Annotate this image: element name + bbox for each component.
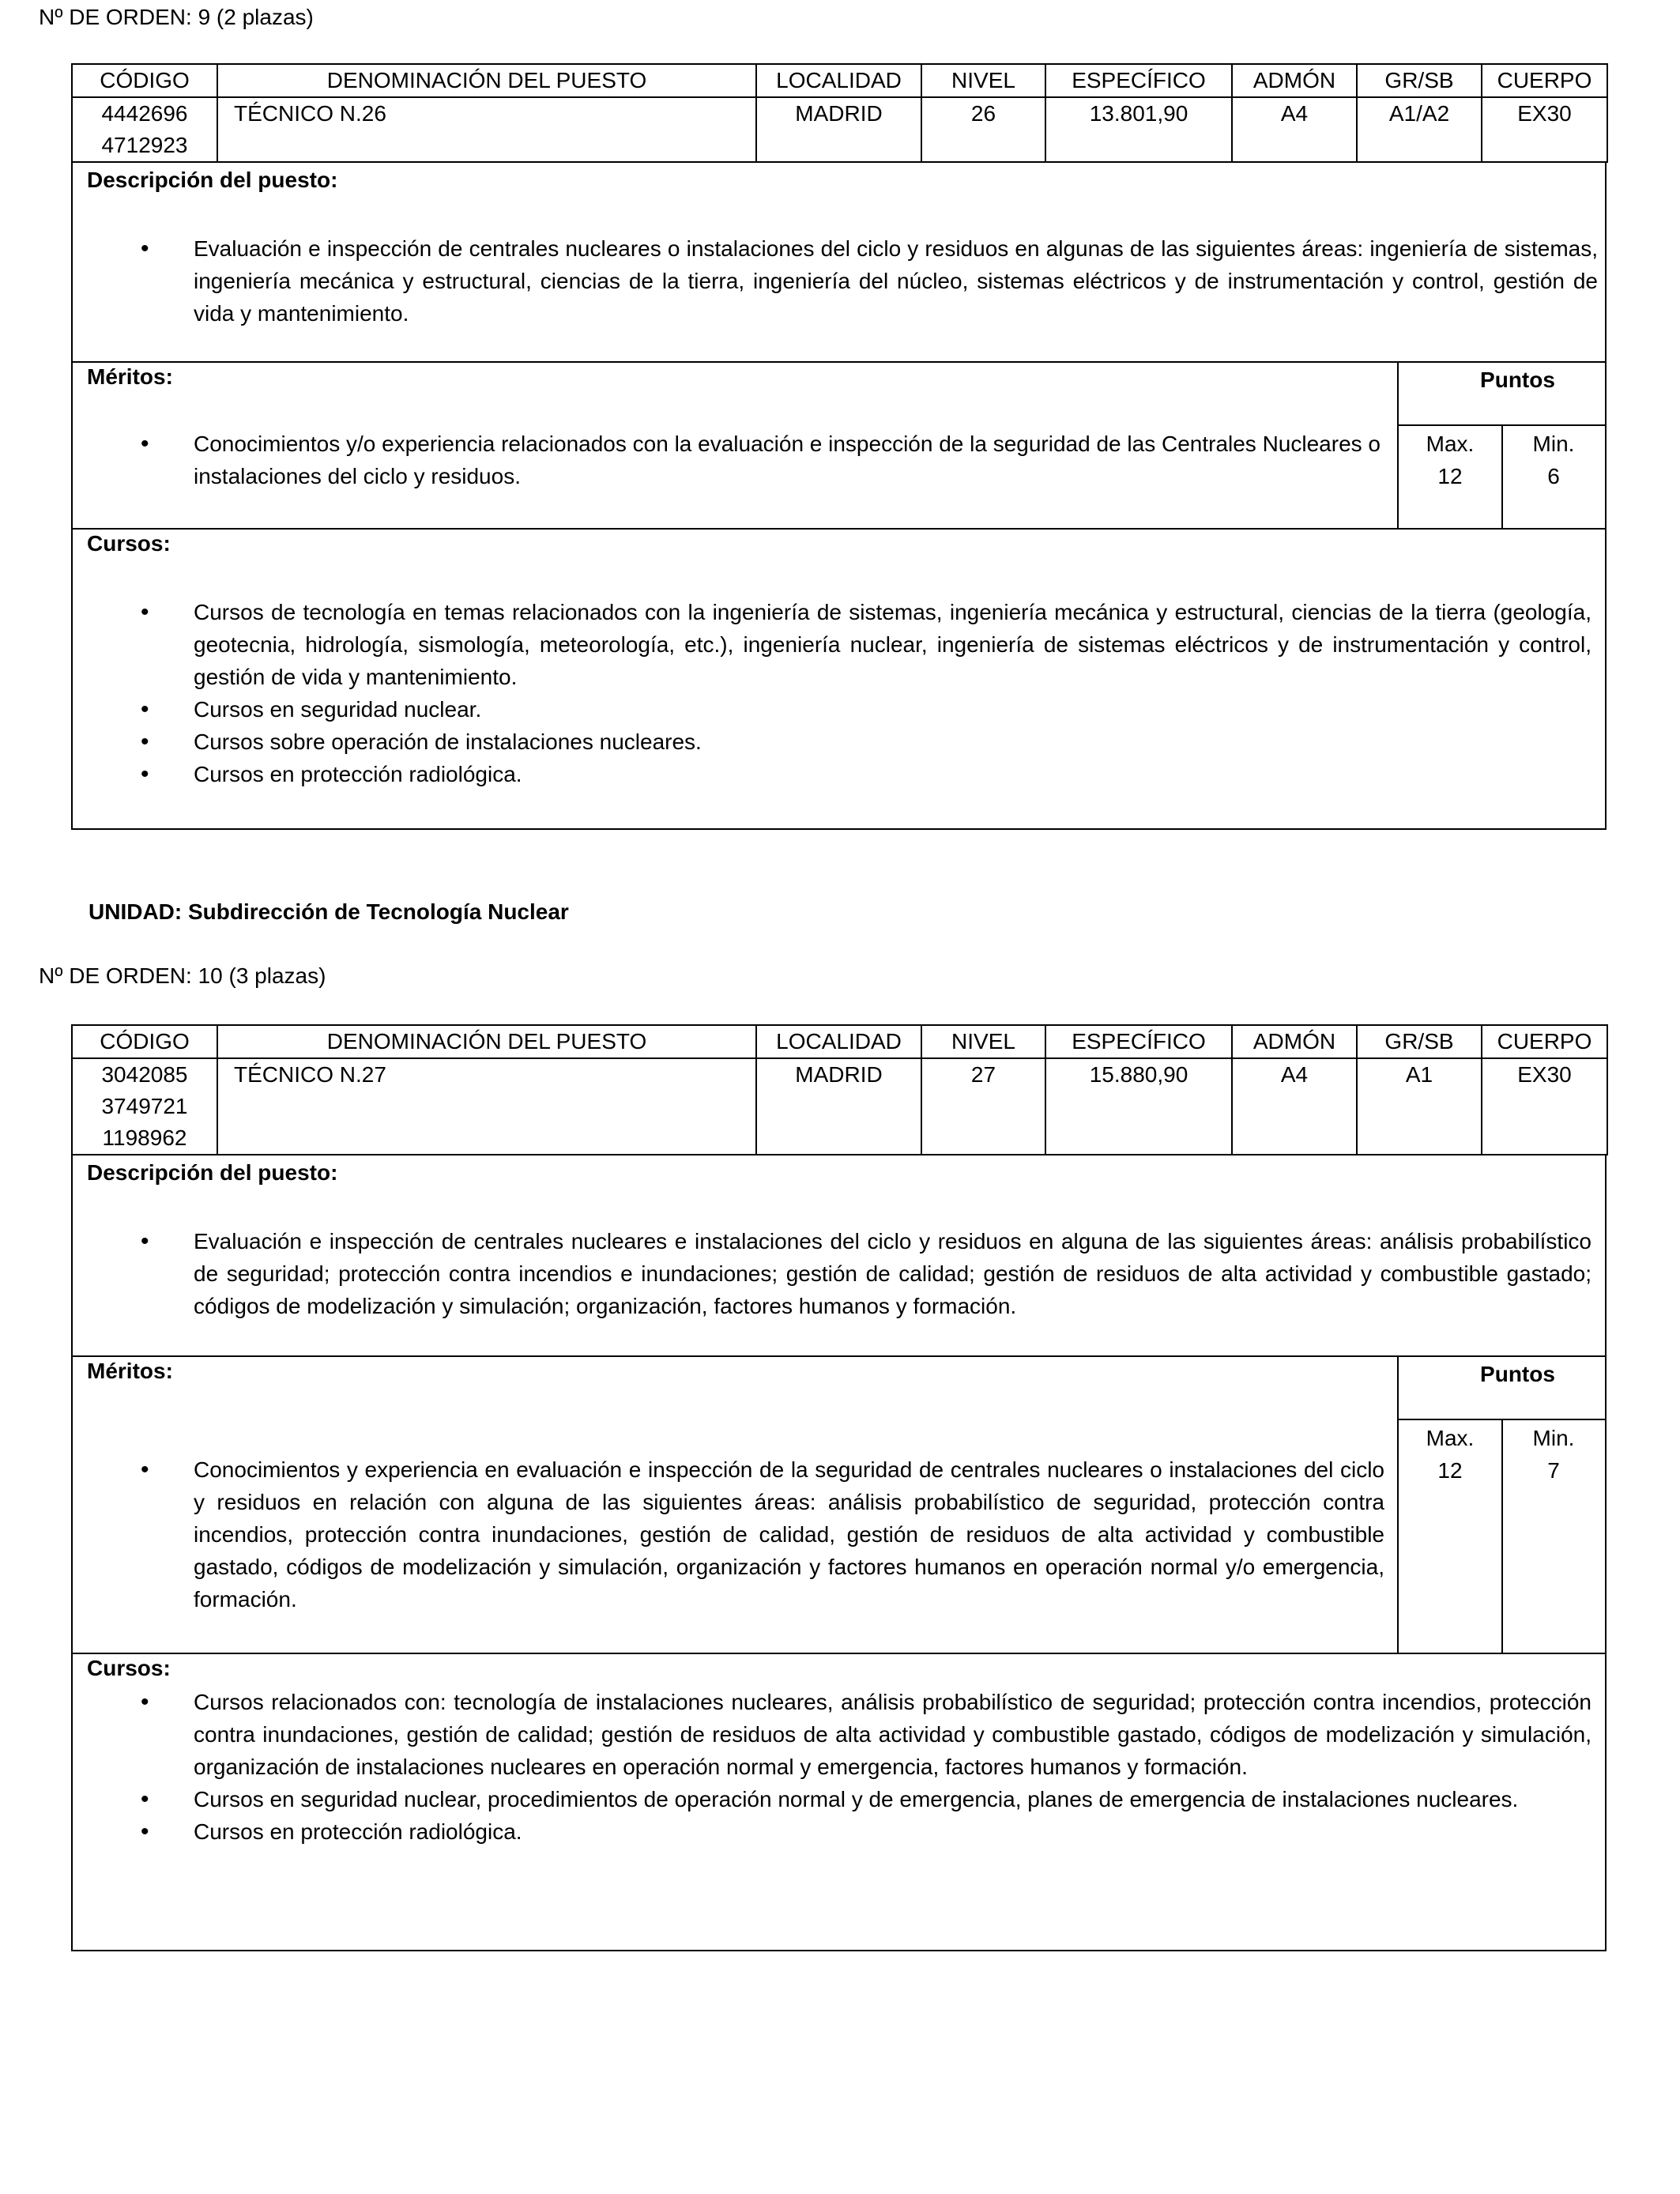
codigo-value: 1198962 <box>102 1125 187 1150</box>
descripcion-section-10 <box>71 1155 1607 1357</box>
max-cell <box>1399 426 1503 528</box>
header-nivel: NIVEL <box>921 1025 1045 1058</box>
descripcion-list <box>73 232 1598 330</box>
cell-codigo <box>72 97 217 162</box>
header-localidad: LOCALIDAD <box>756 1025 921 1058</box>
header-admon: ADMÓN <box>1232 1025 1357 1058</box>
descripcion-label: Descripción del puesto: <box>87 168 338 192</box>
cursos-section-9 <box>71 528 1607 830</box>
descripcion-label: Descripción del puesto: <box>87 1160 338 1185</box>
min-label: Min. <box>1532 432 1575 456</box>
descripcion-list <box>73 1225 1591 1322</box>
min-cell <box>1502 1420 1605 1653</box>
codigo-value: 3749721 <box>101 1094 188 1118</box>
header-codigo: CÓDIGO <box>72 64 217 97</box>
max-value: 12 <box>1437 1458 1463 1483</box>
list-item: • Cursos en seguridad nuclear. <box>73 693 1591 726</box>
cell-admon: A4 <box>1232 1058 1357 1155</box>
list-item: • Evaluación e inspección de centrales nucleares o instalaciones del ciclo y residuos en algunas de las siguientes áreas: ingeniería de sistemas, ingeniería mecánica y estructural, ciencias de la tierra, ingeniería del núcleo, sistemas eléctricos y de instrumentación y control, gestión de vida y mantenimiento. <box>73 232 1598 330</box>
meritos-section-10 <box>71 1355 1607 1654</box>
max-cell <box>1399 1420 1503 1653</box>
table-row <box>72 1058 1607 1155</box>
list-item: • Cursos relacionados con: tecnología de instalaciones nucleares, análisis probabilístico de seguridad; protección contra incendios, protección contra inundaciones, gestión de calidad; gestión de residuos de alta actividad y combustible gastado, códigos de modelización y simulación, organización de instalaciones nucleares en operación normal y emergencia, factores humanos y formación. <box>73 1686 1591 1783</box>
cell-localidad: MADRID <box>756 97 921 162</box>
cell-denominacion: TÉCNICO N.27 <box>217 1058 756 1155</box>
list-item: • Evaluación e inspección de centrales nucleares e instalaciones del ciclo y residuos en alguna de las siguientes áreas: análisis probabilístico de seguridad; protección contra incendios e inundaciones; gestión de calidad; gestión de residuos de alta actividad y combustible gastado; códigos de modelización y simulación; organización, factores humanos y formación. <box>73 1225 1591 1322</box>
cell-nivel: 27 <box>921 1058 1045 1155</box>
position-table-9 <box>71 63 1608 163</box>
header-cuerpo: CUERPO <box>1482 64 1607 97</box>
position-table-10 <box>71 1024 1608 1155</box>
codigo-value: 4442696 <box>101 101 188 126</box>
codigo-value: 3042085 <box>101 1062 188 1087</box>
header-especifico: ESPECÍFICO <box>1045 64 1232 97</box>
codigo-value: 4712923 <box>101 133 188 157</box>
meritos-label: Méritos: <box>87 1359 173 1383</box>
orden-heading-9: Nº DE ORDEN: 9 (2 plazas) <box>39 5 314 29</box>
min-cell <box>1502 426 1605 528</box>
cursos-list <box>73 596 1591 790</box>
cell-cuerpo: EX30 <box>1482 97 1607 162</box>
header-codigo: CÓDIGO <box>72 1025 217 1058</box>
list-item: • Conocimientos y/o experiencia relacionados con la evaluación e inspección de la seguridad de las Centrales Nucleares o instalaciones del ciclo y residuos. <box>73 428 1408 492</box>
header-cuerpo: CUERPO <box>1482 1025 1607 1058</box>
list-item: • Cursos en seguridad nuclear, procedimientos de operación normal y de emergencia, planes de emergencia de instalaciones nucleares. <box>73 1783 1591 1815</box>
list-item: • Cursos en protección radiológica. <box>73 1815 1591 1848</box>
table-header-row <box>72 64 1607 97</box>
puntos-label: Puntos <box>1399 361 1605 426</box>
cell-cuerpo: EX30 <box>1482 1058 1607 1155</box>
cell-codigo <box>72 1058 217 1155</box>
max-label: Max. <box>1426 432 1475 456</box>
meritos-section-9 <box>71 361 1607 530</box>
cell-grsb: A1 <box>1357 1058 1482 1155</box>
cursos-section-10 <box>71 1653 1607 1951</box>
min-label: Min. <box>1532 1426 1575 1450</box>
cursos-list <box>73 1686 1591 1848</box>
header-nivel: NIVEL <box>921 64 1045 97</box>
unidad-name: Subdirección de Tecnología Nuclear <box>188 899 569 924</box>
puntos-column <box>1397 1355 1605 1653</box>
list-item: • Conocimientos y experiencia en evaluación e inspección de la seguridad de centrales nucleares o instalaciones del ciclo y residuos en relación con alguna de las siguientes áreas: análisis probabilístico de seguridad, protección contra incendios, protección contra inundaciones, gestión de calidad, gestión de residuos de alta actividad y combustible gastado, códigos de modelización y simulación, organización y factores humanos en operación normal y/o emergencia, formación. <box>73 1453 1384 1615</box>
unidad-heading <box>89 896 569 928</box>
puntos-values <box>1399 1420 1605 1653</box>
puntos-column <box>1397 361 1605 528</box>
puntos-values <box>1399 426 1605 528</box>
cursos-label: Cursos: <box>87 1656 171 1680</box>
meritos-label: Méritos: <box>87 364 173 389</box>
max-value: 12 <box>1437 464 1463 488</box>
header-grsb: GR/SB <box>1357 64 1482 97</box>
meritos-list <box>73 428 1408 492</box>
puntos-label: Puntos <box>1399 1355 1605 1420</box>
max-label: Max. <box>1426 1426 1475 1450</box>
cell-grsb: A1/A2 <box>1357 97 1482 162</box>
cell-admon: A4 <box>1232 97 1357 162</box>
orden-heading-10: Nº DE ORDEN: 10 (3 plazas) <box>39 963 326 988</box>
cell-nivel: 26 <box>921 97 1045 162</box>
descripcion-section-9 <box>71 163 1607 363</box>
list-item: • Cursos sobre operación de instalaciones nucleares. <box>73 726 1591 758</box>
meritos-list <box>73 1453 1384 1615</box>
cell-localidad: MADRID <box>756 1058 921 1155</box>
list-item: • Cursos de tecnología en temas relacionados con la ingeniería de sistemas, ingeniería mecánica y estructural, ciencias de la tierra (geología, geotecnia, hidrología, sismología, meteorología, etc.), ingeniería nuclear, ingeniería de sistemas eléctricos y de instrumentación y control, gestión de vida y mantenimiento. <box>73 596 1591 693</box>
cursos-label: Cursos: <box>87 531 171 556</box>
header-denominacion: DENOMINACIÓN DEL PUESTO <box>217 1025 756 1058</box>
unidad-label: UNIDAD: <box>89 899 183 924</box>
cell-especifico: 13.801,90 <box>1045 97 1232 162</box>
table-row <box>72 97 1607 162</box>
header-especifico: ESPECÍFICO <box>1045 1025 1232 1058</box>
header-denominacion: DENOMINACIÓN DEL PUESTO <box>217 64 756 97</box>
min-value: 6 <box>1547 464 1560 488</box>
header-admon: ADMÓN <box>1232 64 1357 97</box>
list-item: • Cursos en protección radiológica. <box>73 758 1591 790</box>
cell-denominacion: TÉCNICO N.26 <box>217 97 756 162</box>
min-value: 7 <box>1547 1458 1560 1483</box>
header-grsb: GR/SB <box>1357 1025 1482 1058</box>
header-localidad: LOCALIDAD <box>756 64 921 97</box>
table-header-row <box>72 1025 1607 1058</box>
cell-especifico: 15.880,90 <box>1045 1058 1232 1155</box>
